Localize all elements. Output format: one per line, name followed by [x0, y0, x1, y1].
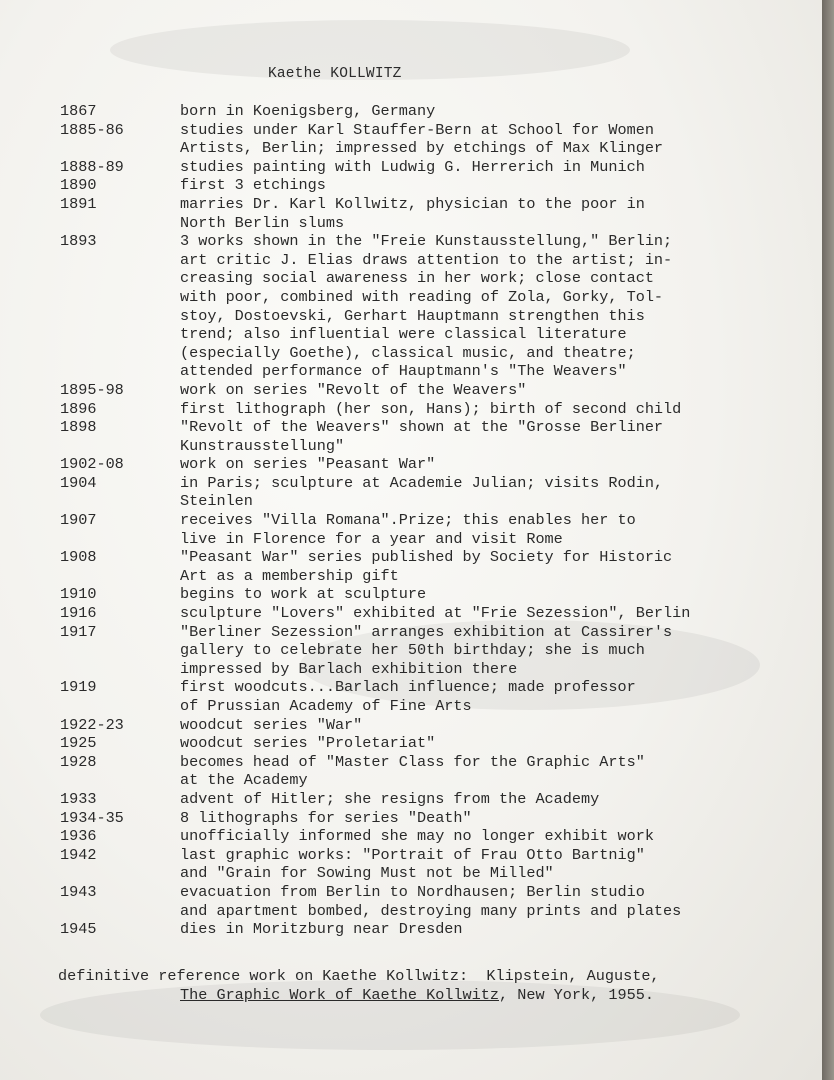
- entry-description: [180, 548, 760, 585]
- timeline-entry: [60, 678, 760, 715]
- entry-year: 1907: [60, 511, 97, 530]
- entry-text-line: first lithograph (her son, Hans); birth of second child: [180, 399, 682, 418]
- entry-text-line: Steinlen: [180, 492, 253, 511]
- entry-text-line: North Berlin slums: [180, 213, 345, 232]
- entry-year: 1936: [60, 827, 97, 846]
- entry-year: 1917: [60, 622, 97, 641]
- background-edge: [822, 0, 834, 1080]
- entry-year: 1888-89: [60, 157, 124, 176]
- timeline-entry: [60, 827, 760, 846]
- entry-text-line: trend; also influential were classical literature: [180, 325, 627, 344]
- entry-text-line: marries Dr. Karl Kollwitz, physician to the poor in: [180, 194, 645, 213]
- entry-description: [180, 734, 760, 753]
- entry-description: [180, 846, 760, 883]
- entry-description: [180, 400, 760, 419]
- entry-text-line: evacuation from Berlin to Nordhausen; Berlin studio: [180, 882, 645, 901]
- entry-year: 1925: [60, 734, 97, 753]
- entry-text-line: art critic J. Elias draws attention to the artist; in-: [180, 250, 673, 269]
- entry-text-line: first woodcuts...Barlach influence; made professor: [180, 678, 636, 697]
- entry-description: [180, 102, 760, 121]
- entry-description: [180, 827, 760, 846]
- entry-description: [180, 511, 760, 548]
- entry-year: 1942: [60, 845, 97, 864]
- entry-text-line: receives "Villa Romana".Prize; this enables her to: [180, 511, 636, 530]
- entry-text-line: dies in Moritzburg near Dresden: [180, 920, 463, 939]
- entry-text-line: Art as a membership gift: [180, 566, 399, 585]
- entry-description: [180, 474, 760, 511]
- timeline-entry: [60, 232, 760, 381]
- entry-description: [180, 678, 760, 715]
- timeline-entry: [60, 883, 760, 920]
- entry-text-line: sculpture "Lovers" exhibited at "Frie Sezession", Berlin: [180, 604, 691, 623]
- entry-year: 1890: [60, 176, 97, 195]
- entry-text-line: gallery to celebrate her 50th birthday; she is much: [180, 641, 645, 660]
- entry-description: [180, 121, 760, 158]
- entry-year: 1910: [60, 585, 97, 604]
- entry-year: 1896: [60, 399, 97, 418]
- entry-text-line: advent of Hitler; she resigns from the Academy: [180, 789, 600, 808]
- entry-text-line: 8 lithographs for series "Death": [180, 808, 472, 827]
- entry-text-line: impressed by Barlach exhibition there: [180, 659, 518, 678]
- entry-year: 1895-98: [60, 380, 124, 399]
- timeline-entry: [60, 846, 760, 883]
- timeline-entry: [60, 548, 760, 585]
- page-title: Kaethe KOLLWITZ: [268, 66, 402, 82]
- timeline-entry: [60, 400, 760, 419]
- timeline-entry: [60, 102, 760, 121]
- entry-description: [180, 790, 760, 809]
- entry-year: 1908: [60, 548, 97, 567]
- timeline-entry: [60, 623, 760, 679]
- timeline-entry: [60, 176, 760, 195]
- entry-text-line: studies painting with Ludwig G. Herrerich in Munich: [180, 157, 645, 176]
- entry-description: [180, 604, 760, 623]
- entry-text-line: attended performance of Hauptmann's "The Weavers": [180, 362, 627, 381]
- timeline-entry: [60, 455, 760, 474]
- entry-year: 1898: [60, 418, 97, 437]
- timeline-entry: [60, 753, 760, 790]
- entry-text-line: last graphic works: "Portrait of Frau Otto Bartnig": [180, 845, 645, 864]
- entry-year: 1904: [60, 473, 97, 492]
- entry-description: [180, 585, 760, 604]
- timeline-entry: [60, 418, 760, 455]
- entry-text-line: "Revolt of the Weavers" shown at the "Grosse Berliner: [180, 418, 664, 437]
- reference-author: Klipstein, Auguste,: [486, 967, 660, 985]
- entry-text-line: work on series "Revolt of the Weavers": [180, 380, 527, 399]
- entry-text-line: born in Koenigsberg, Germany: [180, 102, 436, 120]
- entry-text-line: becomes head of "Master Class for the Graphic Arts": [180, 752, 645, 771]
- reference-line-1: [58, 967, 758, 986]
- entry-text-line: work on series "Peasant War": [180, 455, 436, 474]
- entry-text-line: with poor, combined with reading of Zola, Gorky, Tol-: [180, 287, 664, 306]
- entry-description: [180, 716, 760, 735]
- entry-description: [180, 623, 760, 679]
- entry-description: [180, 176, 760, 195]
- entry-year: 1893: [60, 232, 97, 251]
- entry-text-line: creasing social awareness in her work; close contact: [180, 269, 654, 288]
- entry-text-line: studies under Karl Stauffer-Bern at School for Women: [180, 120, 654, 139]
- entry-description: [180, 381, 760, 400]
- entry-year: 1916: [60, 604, 97, 623]
- entry-text-line: woodcut series "Proletariat": [180, 734, 436, 753]
- entry-text-line: live in Florence for a year and visit Rome: [180, 529, 563, 548]
- timeline-entry: [60, 511, 760, 548]
- entry-year: 1867: [60, 102, 97, 120]
- entry-text-line: and apartment bombed, destroying many prints and plates: [180, 901, 682, 920]
- entry-year: 1933: [60, 789, 97, 808]
- timeline-entry: [60, 195, 760, 232]
- entry-text-line: and "Grain for Sowing Must not be Milled": [180, 864, 554, 883]
- entry-text-line: (especially Goethe), classical music, and theatre;: [180, 343, 636, 362]
- chronology-list: [60, 102, 760, 939]
- entry-text-line: Kunstrausstellung": [180, 436, 345, 455]
- timeline-entry: [60, 809, 760, 828]
- entry-description: [180, 455, 760, 474]
- entry-description: [180, 809, 760, 828]
- entry-year: 1934-35: [60, 808, 124, 827]
- reference-intro: definitive reference work on Kaethe Kollwitz:: [58, 967, 469, 985]
- entry-year: 1885-86: [60, 120, 124, 139]
- timeline-entry: [60, 585, 760, 604]
- timeline-entry: [60, 604, 760, 623]
- timeline-entry: [60, 734, 760, 753]
- entry-text-line: stoy, Dostoevski, Gerhart Hauptmann strengthen this: [180, 306, 645, 325]
- timeline-entry: [60, 920, 760, 939]
- timeline-entry: [60, 790, 760, 809]
- entry-year: 1891: [60, 194, 97, 213]
- entry-description: [180, 883, 760, 920]
- timeline-entry: [60, 381, 760, 400]
- entry-text-line: first 3 etchings: [180, 176, 326, 195]
- entry-year: 1919: [60, 678, 97, 697]
- entry-text-line: of Prussian Academy of Fine Arts: [180, 697, 472, 715]
- entry-description: [180, 418, 760, 455]
- reference-book-title: The Graphic Work of Kaethe Kollwitz: [180, 985, 499, 1004]
- entry-text-line: unofficially informed she may no longer exhibit work: [180, 827, 654, 846]
- entry-description: [180, 232, 760, 381]
- entry-text-line: begins to work at sculpture: [180, 585, 427, 604]
- timeline-entry: [60, 158, 760, 177]
- entry-year: 1943: [60, 882, 97, 901]
- reference-line-2: [58, 986, 758, 1005]
- entry-description: [180, 753, 760, 790]
- entry-description: [180, 158, 760, 177]
- entry-year: 1928: [60, 752, 97, 771]
- reference-publication: , New York, 1955.: [499, 985, 654, 1004]
- timeline-entry: [60, 121, 760, 158]
- entry-text-line: 3 works shown in the "Freie Kunstausstellung," Berlin;: [180, 232, 673, 251]
- entry-year: 1922-23: [60, 715, 124, 734]
- entry-text-line: at the Academy: [180, 771, 308, 790]
- entry-text-line: "Berliner Sezession" arranges exhibition at Cassirer's: [180, 622, 673, 641]
- entry-description: [180, 920, 760, 939]
- timeline-entry: [60, 716, 760, 735]
- entry-text-line: Artists, Berlin; impressed by etchings of Max Klinger: [180, 139, 664, 158]
- entry-year: 1945: [60, 920, 97, 939]
- entry-description: [180, 195, 760, 232]
- entry-text-line: in Paris; sculpture at Academie Julian; visits Rodin,: [180, 473, 664, 492]
- timeline-entry: [60, 474, 760, 511]
- entry-text-line: "Peasant War" series published by Society for Historic: [180, 548, 673, 567]
- entry-year: 1902-08: [60, 455, 124, 474]
- entry-text-line: woodcut series "War": [180, 715, 363, 734]
- reference-note: [58, 967, 758, 1004]
